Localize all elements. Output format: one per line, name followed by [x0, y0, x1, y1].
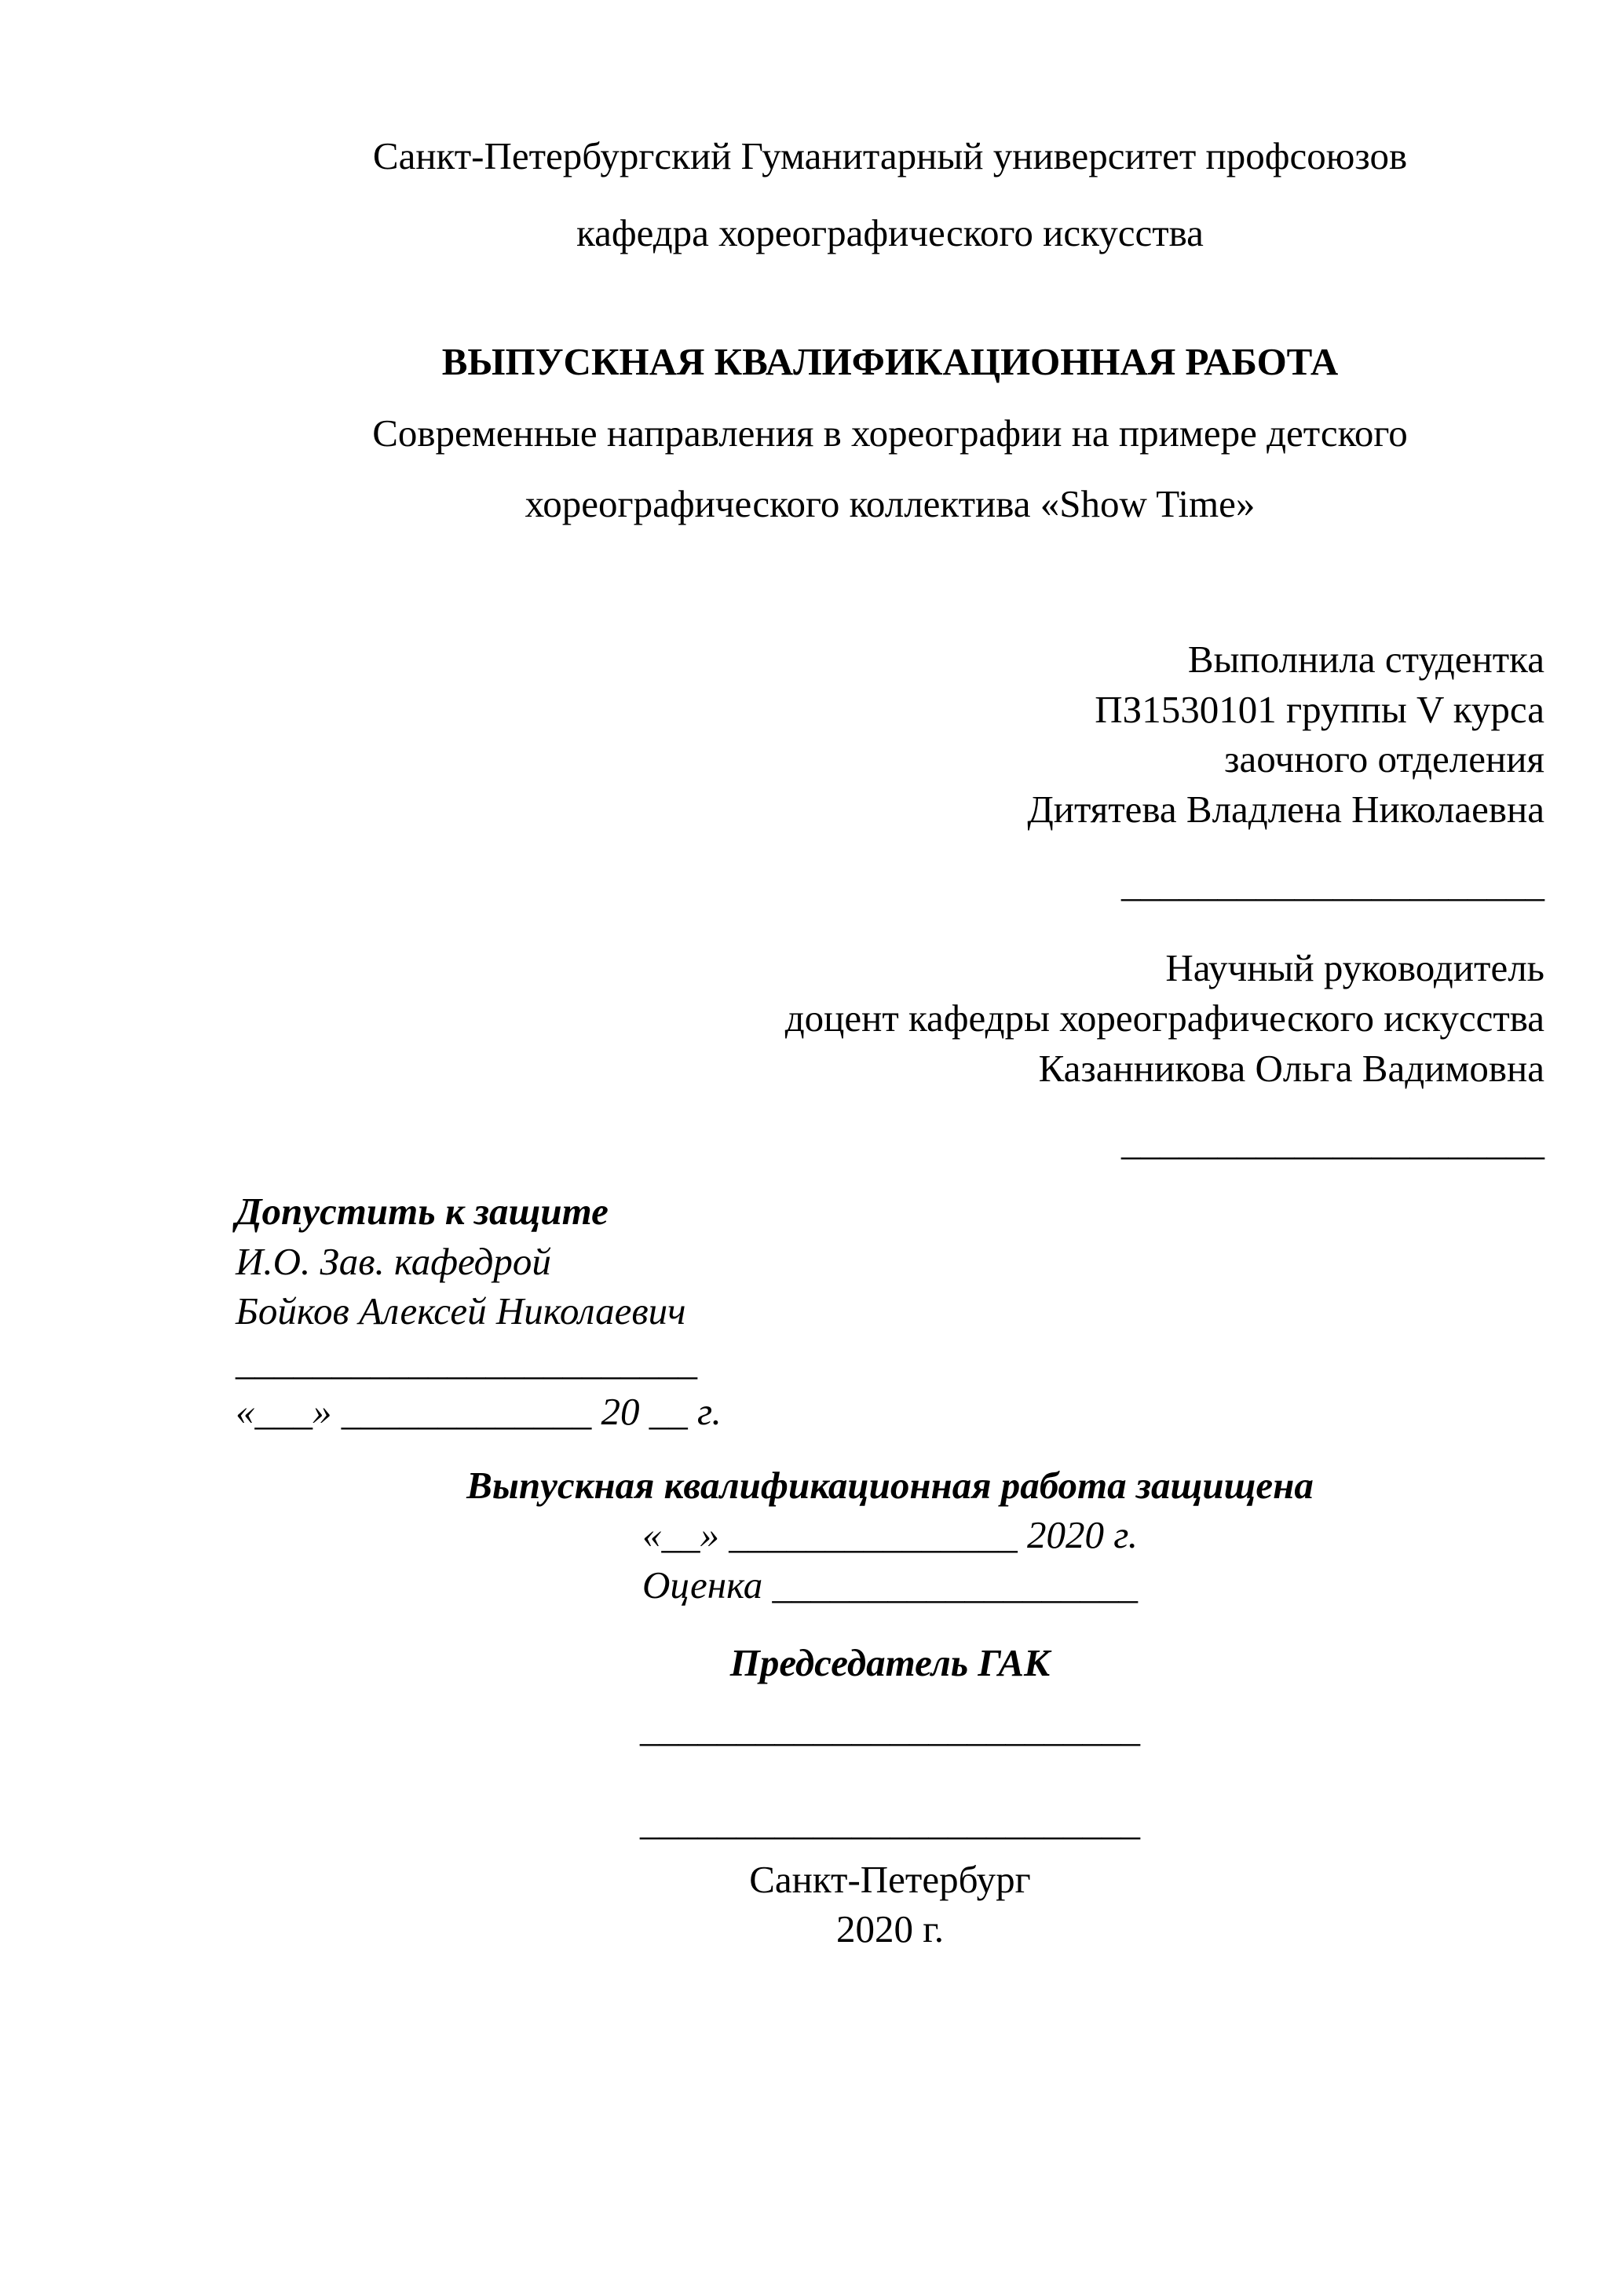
university-name: Санкт-Петербургский Гуманитарный университет профсоюзов — [372, 134, 1408, 177]
admission-name-line: Бойков Алексей Николаевич — [236, 1289, 686, 1333]
defense-heading: Выпускная квалификационная работа защищена — [466, 1463, 1314, 1507]
supervisor-position-line: доцент кафедры хореографического искусства — [784, 996, 1544, 1040]
footer-city: Санкт-Петербург — [749, 1857, 1031, 1901]
supervisor-signature-line: ______________________ — [1121, 1120, 1544, 1164]
student-signature-line: ______________________ — [1121, 861, 1544, 905]
defense-grade-line: Оценка ___________________ — [642, 1563, 1139, 1607]
student-group-line: ПЗ1530101 группы V курса — [1095, 687, 1544, 731]
chairman-signature-line-1: __________________________ — [640, 1706, 1140, 1750]
supervisor-role-line: Научный руководитель — [1165, 946, 1544, 990]
student-role-line: Выполнила студентка — [1187, 637, 1544, 681]
admission-position-line: И.О. Зав. кафедрой — [236, 1239, 551, 1283]
admission-signature-line: ________________________ — [236, 1340, 697, 1384]
student-name-line: Дитятева Владлена Николаевна — [1027, 787, 1544, 831]
defense-date-line: «__» _______________ 2020 г. — [642, 1513, 1138, 1557]
supervisor-info-block — [236, 943, 1544, 1093]
work-subject-line-2: хореографического коллектива «Show Time» — [525, 482, 1256, 526]
chairman-signature-line-2: __________________________ — [640, 1799, 1140, 1843]
student-department-line: заочного отделения — [1224, 737, 1544, 781]
department-name: кафедра хореографического искусства — [576, 211, 1204, 254]
student-info-block — [236, 634, 1544, 835]
admission-date-line: «___» _____________ 20 __ г. — [236, 1389, 722, 1433]
supervisor-name-line: Казанникова Ольга Вадимовна — [1038, 1046, 1544, 1090]
work-subject-line-1: Современные направления в хореографии на примере детского — [372, 411, 1408, 455]
title-block — [236, 327, 1544, 540]
admission-heading: Допустить к защите — [236, 1190, 609, 1234]
work-type-title: ВЫПУСКНАЯ КВАЛИФИКАЦИОННАЯ РАБОТА — [441, 340, 1339, 383]
admission-block — [236, 1186, 1544, 1436]
defense-block — [236, 1461, 1544, 1610]
header-block — [236, 118, 1544, 272]
footer-year: 2020 г. — [835, 1907, 945, 1951]
chairman-title: Председатель ГАК — [729, 1640, 1051, 1684]
footer-block — [236, 1855, 1544, 1954]
